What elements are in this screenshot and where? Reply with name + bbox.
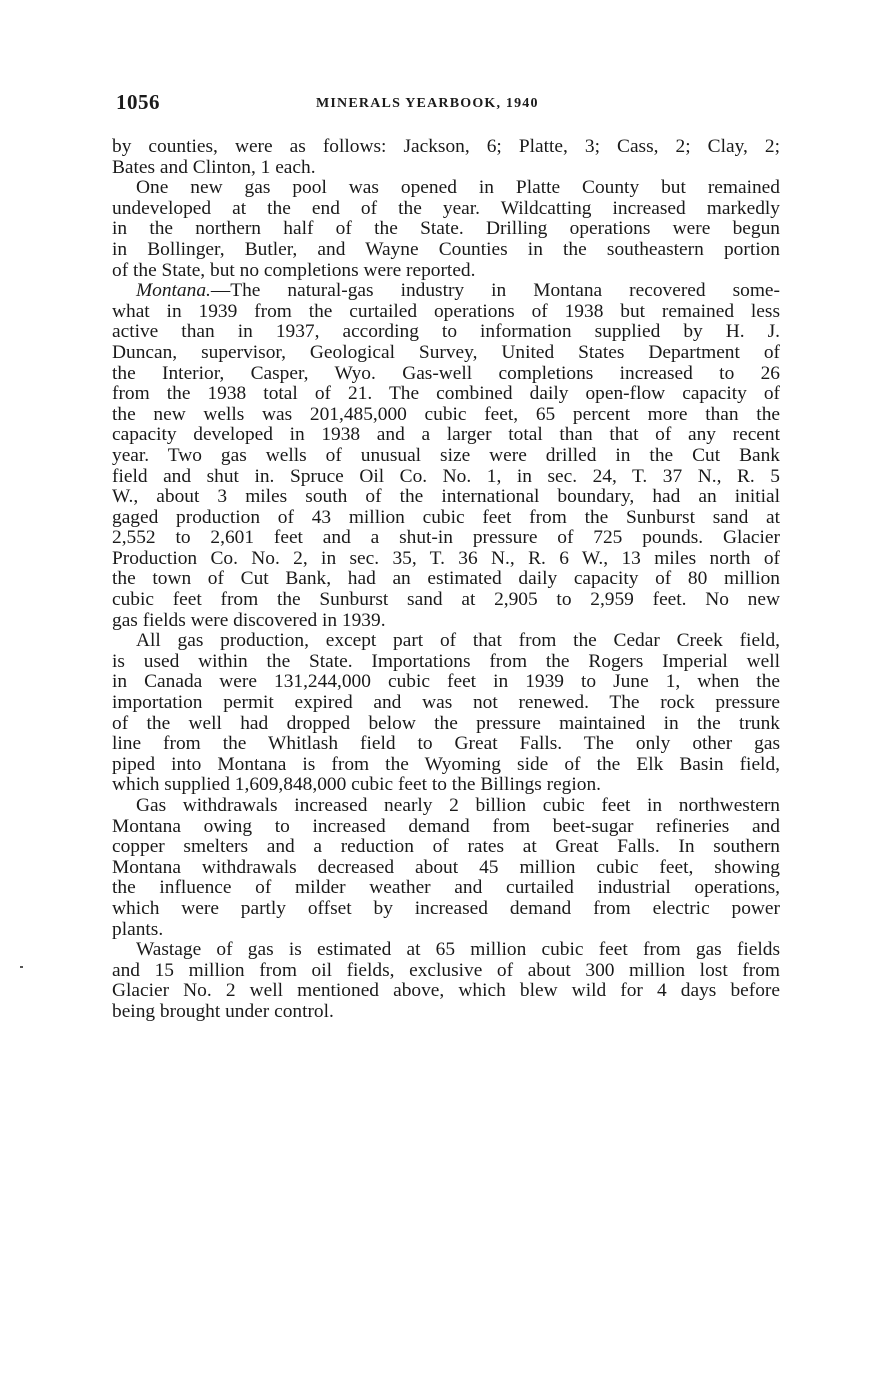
page-number: 1056 xyxy=(116,90,160,114)
text-line: of the State, but no completions were reported. xyxy=(112,259,476,281)
text-line: in Bollinger, Butler, and Wayne Counties in the southeastern portion xyxy=(112,238,780,260)
text-line: Glacier No. 2 well mentioned above, which blew wild for 4 days before xyxy=(112,980,780,1002)
text-line: field and shut in. Spruce Oil Co. No. 1, in sec. 24, T. 37 N., R. 5 xyxy=(112,465,780,487)
text-line: by counties, were as follows: Jackson, 6; Platte, 3; Cass, 2; Clay, 2; xyxy=(112,136,780,157)
text-line: One new gas pool was opened in Platte County but remained xyxy=(136,177,780,199)
text-line: 2,552 to 2,601 feet and a shut-in pressure of 725 pounds. Glacier xyxy=(112,527,780,549)
text-line xyxy=(112,281,780,302)
text-line: Wastage of gas is estimated at 65 million cubic feet from gas fields xyxy=(136,939,780,961)
text-line: which were partly offset by increased demand from electric power xyxy=(112,897,780,919)
paragraph-5 xyxy=(112,796,780,940)
paragraph-4 xyxy=(112,631,780,796)
text-line: All gas production, except part of that from the Cedar Creek field, xyxy=(136,630,780,652)
text-line: year. Two gas wells of unusual size were drilled in the Cut Bank xyxy=(112,444,780,466)
text-line: the new wells was 201,485,000 cubic feet, 65 percent more than the xyxy=(112,403,780,425)
section-lead-italic: Montana. xyxy=(136,280,211,302)
text-line: plants. xyxy=(112,918,164,940)
text-line: in the northern half of the State. Drilling operations were begun xyxy=(112,218,780,240)
text-line: Gas withdrawals increased nearly 2 billion cubic feet in northwestern xyxy=(136,795,780,816)
text-line: the town of Cut Bank, had an estimated daily capacity of 80 million xyxy=(112,568,780,590)
running-head: MINERALS YEARBOOK, 1940 xyxy=(316,96,539,111)
text-line: piped into Montana is from the Wyoming side of the Elk Basin field, xyxy=(112,753,780,775)
paragraph-2 xyxy=(112,178,780,281)
text-line: active than in 1937, according to information supplied by H. J. xyxy=(112,321,780,343)
text-line: gaged production of 43 million cubic feet from the Sunburst sand at xyxy=(112,506,780,528)
text-line: cubic feet from the Sunburst sand at 2,905 to 2,959 feet. No new xyxy=(112,589,780,611)
text-line: what in 1939 from the curtailed operations of 1938 but remained less xyxy=(112,300,780,322)
text-line: Montana owing to increased demand from beet-sugar refineries and xyxy=(112,815,780,837)
text-line: in Canada were 131,244,000 cubic feet in 1939 to June 1, when the xyxy=(112,671,780,693)
text-line: Production Co. No. 2, in sec. 35, T. 36 N., R. 6 W., 13 miles north of xyxy=(112,547,780,569)
text-line: and 15 million from oil fields, exclusive of about 300 million lost from xyxy=(112,959,780,981)
text-line: gas fields were discovered in 1939. xyxy=(112,609,386,631)
text-line: of the well had dropped below the pressure maintained in the trunk xyxy=(112,712,780,734)
text-line: being brought under control. xyxy=(112,1000,334,1022)
text-line: the influence of milder weather and curtailed industrial operations, xyxy=(112,877,780,899)
paragraph-montana xyxy=(112,281,780,631)
page-header xyxy=(116,90,780,120)
text-line: copper smelters and a reduction of rates at Great Falls. In southern xyxy=(112,836,780,858)
paragraph-1 xyxy=(112,137,780,178)
text-line-rest: —The natural-gas industry in Montana recovered some- xyxy=(210,280,780,302)
text-line: undeveloped at the end of the year. Wildcatting increased markedly xyxy=(112,197,780,219)
text-line: from the 1938 total of 21. The combined daily open-flow capacity of xyxy=(112,383,780,405)
text-line: Montana withdrawals decreased about 45 million cubic feet, showing xyxy=(112,856,780,878)
text-line: capacity developed in 1938 and a larger total than that of any recent xyxy=(112,424,780,446)
text-line: W., about 3 miles south of the international boundary, had an initial xyxy=(112,486,780,508)
text-line: which supplied 1,609,848,000 cubic feet to the Billings region. xyxy=(112,774,601,796)
text-line: is used within the State. Importations from the Rogers Imperial well xyxy=(112,650,780,672)
text-line: Bates and Clinton, 1 each. xyxy=(112,156,316,178)
text-line: Duncan, supervisor, Geological Survey, United States Department of xyxy=(112,341,780,363)
paragraph-6 xyxy=(112,940,780,1022)
text-line: importation permit expired and was not renewed. The rock pressure xyxy=(112,692,780,714)
body-text xyxy=(112,137,780,1023)
text-line: line from the Whitlash field to Great Falls. The only other gas xyxy=(112,733,780,755)
text-line: the Interior, Casper, Wyo. Gas-well completions increased to 26 xyxy=(112,362,780,384)
scan-speck xyxy=(20,966,23,968)
